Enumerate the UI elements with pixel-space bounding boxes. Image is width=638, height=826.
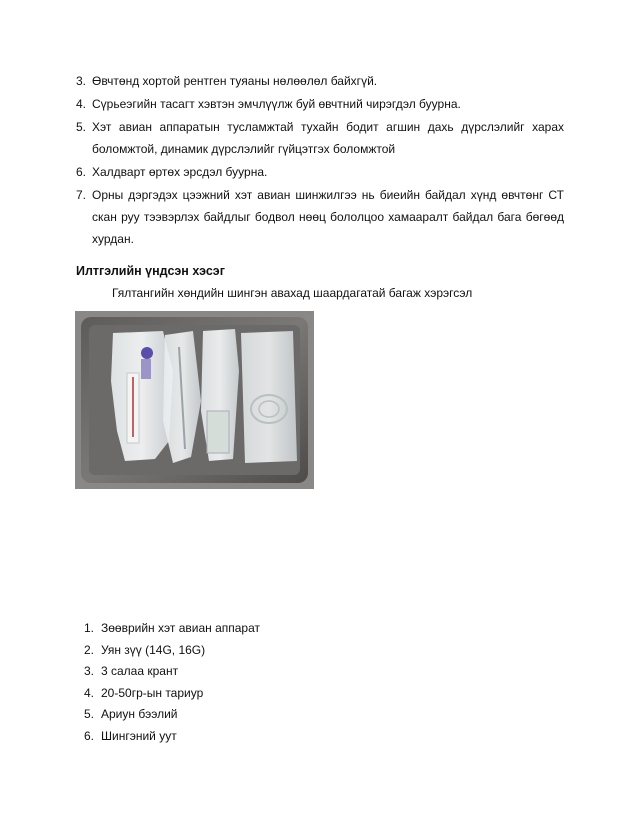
- list-text: Зөөврийн хэт авиан аппарат: [101, 621, 261, 635]
- list-item: [84, 683, 260, 705]
- list-item: [84, 704, 260, 726]
- list-item: [76, 93, 564, 115]
- advantages-list: [76, 70, 564, 250]
- equipment-list: [84, 618, 260, 748]
- instrument-tray-photo: [75, 311, 314, 489]
- list-item: [76, 184, 564, 250]
- list-number: 5.: [76, 120, 87, 134]
- list-number: 7.: [76, 188, 87, 202]
- list-number: 1.: [84, 621, 95, 635]
- list-text: Ариун бээлий: [101, 707, 178, 722]
- list-item: [76, 116, 564, 160]
- list-text: Сүрьеэгийн тасагт хэвтэн эмчлүүлж буй өвчтний чирэгдэл буурна.: [92, 97, 461, 111]
- list-number: 5.: [84, 707, 95, 722]
- list-item: [84, 661, 260, 683]
- list-item: [84, 726, 260, 748]
- list-text: Орны дэргэдэх цээжний хэт авиан шинжилгээ нь биеийн байдал хүнд өвчтөнг СТ скан руу тээвэрлэх байдлыг бодвол нөөц бололцоо хамааралт байдал бага бөгөөд хурдан.: [92, 188, 564, 246]
- list-number: 2.: [84, 642, 95, 657]
- list-text: Хэт авиан аппаратын тусламжтай тухайн бодит агшин дахь дүрслэлийг харах боломжтой, динамик дүрслэлийг гүйцэтгэх боломжтой: [92, 120, 564, 156]
- list-item: [76, 161, 564, 183]
- list-item: [84, 640, 260, 662]
- list-text: 20-50гр-ын тариур: [101, 685, 204, 700]
- list-text: Уян зүү (14G, 16G): [101, 642, 206, 657]
- list-text: Халдварт өртөх эрсдэл буурна.: [92, 165, 268, 179]
- section-heading: Илтгэлийн үндсэн хэсэг: [76, 264, 225, 278]
- list-number: 4.: [84, 685, 95, 700]
- list-text: Шингэний уут: [101, 728, 177, 743]
- list-number: 3.: [76, 74, 87, 88]
- list-item: [76, 70, 564, 92]
- list-number: 6.: [84, 728, 95, 743]
- list-item: [84, 618, 260, 640]
- photo-caption: Гялтангийн хөндийн шингэн авахад шаардагатай багаж хэрэгсэл: [112, 286, 473, 300]
- list-text: 3 салаа крант: [101, 664, 179, 679]
- list-text: Өвчтөнд хортой рентген туяаны нөлөөлөл байхгүй.: [92, 74, 378, 88]
- list-number: 3.: [84, 664, 95, 679]
- list-number: 4.: [76, 97, 87, 111]
- list-number: 6.: [76, 165, 87, 179]
